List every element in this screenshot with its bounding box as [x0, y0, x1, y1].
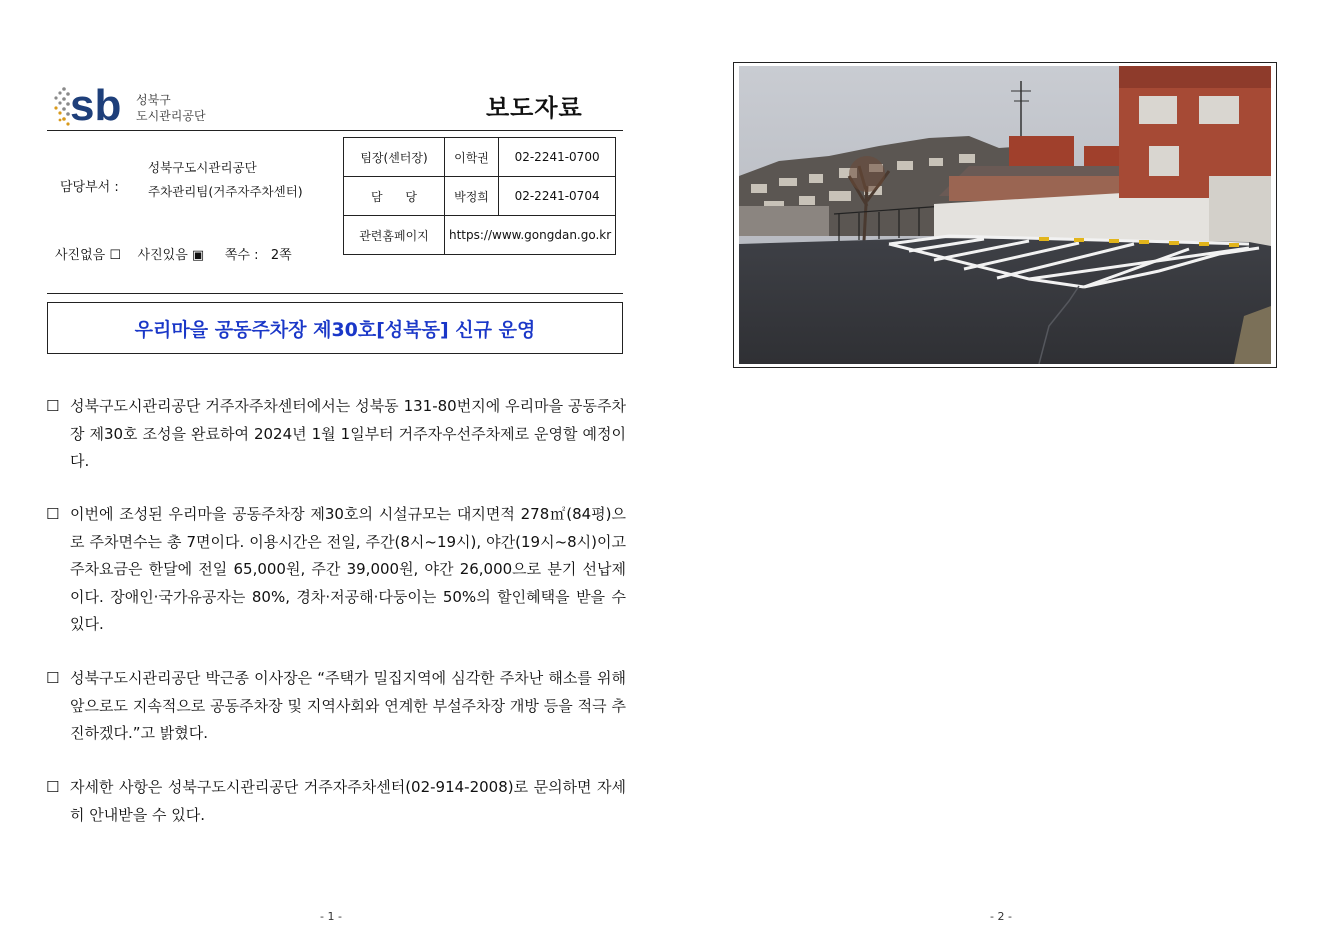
page-number: - 1 -: [320, 910, 342, 923]
homepage-link[interactable]: https://www.gongdan.go.kr: [445, 216, 616, 255]
header-rule: [47, 130, 623, 131]
paragraph-text: 성북구도시관리공단 박근종 이사장은 “주택가 밀집지역에 심각한 주차난 해소를 위해 앞으로도 지속적으로 공동주차장 및 지역사회와 연계한 부설주차장 개방 등을 적극 추진하겠다.”고 밝혔다.: [70, 669, 626, 742]
contact-row: [344, 216, 616, 255]
parking-lot-photo: [739, 66, 1271, 364]
headline-box: [47, 302, 623, 354]
checkbox-bullet-icon: ☐: [46, 778, 60, 796]
department-label: 담당부서 :: [60, 180, 119, 195]
contact-name: 박정희: [445, 177, 499, 216]
paragraph-text: 이번에 조성된 우리마을 공동주차장 제30호의 시설규모는 대지면적 278㎡(84평)으로 주차면수는 총 7면이다. 이용시간은 전일, 주간(8시~19시), 야간(19시~8시)이고 주차요금은 한달에 전일 65,000원, 주간 39,000원, 야간 26,000으로 분기 선납제이다. 장애인·국가유공자는 80%, 경차·저공해·다둥이는 50%의 할인혜택을 받을 수 있다.: [70, 505, 626, 633]
photo-page-info: 사진없음 ☐ 사진있음 ▣ 쪽수 : 2쪽: [55, 248, 292, 263]
info-rule: [47, 293, 623, 294]
svg-text:sb: sb: [70, 81, 122, 128]
contact-row: [344, 177, 616, 216]
contact-role: 담 당: [344, 177, 445, 216]
contact-row: [344, 138, 616, 177]
headline: 우리마을 공동주차장 제30호[성북동] 신규 운영: [134, 318, 536, 341]
logo-text: [136, 92, 206, 124]
document-title: 보도자료: [486, 94, 583, 122]
contact-role: 관련홈페이지: [344, 216, 445, 255]
department-name: [148, 156, 303, 204]
contacts-table: [343, 137, 616, 255]
contact-phone: 02-2241-0700: [499, 138, 616, 177]
page-number: - 2 -: [990, 910, 1012, 923]
page-2: [670, 0, 1339, 942]
checkbox-bullet-icon: ☐: [46, 505, 60, 523]
department-name-line2: 주차관리팀(거주자주차센터): [148, 184, 303, 199]
paragraph-text: 자세한 사항은 성북구도시관리공단 거주자주차센터(02-914-2008)로 문의하면 자세히 안내받을 수 있다.: [70, 778, 626, 824]
contact-name: 이학권: [445, 138, 499, 177]
photo-frame: [733, 62, 1277, 368]
checkbox-bullet-icon: ☐: [46, 397, 60, 415]
department-name-line1: 성북구도시관리공단: [148, 160, 257, 175]
contact-role: 팀장(센터장): [344, 138, 445, 177]
logo-text-line1: 성북구: [136, 93, 171, 107]
paragraph-text: 성북구도시관리공단 거주자주차센터에서는 성북동 131-80번지에 우리마을 공동주차장 제30호 조성을 완료하여 2024년 1월 1일부터 거주자우선주차제로 운영할 예정이다.: [70, 397, 626, 470]
paragraph-2: [46, 501, 626, 639]
paragraph-1: [46, 393, 626, 476]
logo: [50, 80, 210, 130]
paragraph-4: [46, 774, 626, 829]
sb-logo-mark: [50, 80, 134, 128]
contact-phone: 02-2241-0704: [499, 177, 616, 216]
paragraph-3: [46, 665, 626, 748]
checkbox-bullet-icon: ☐: [46, 669, 60, 687]
logo-text-line2: 도시관리공단: [136, 109, 206, 123]
